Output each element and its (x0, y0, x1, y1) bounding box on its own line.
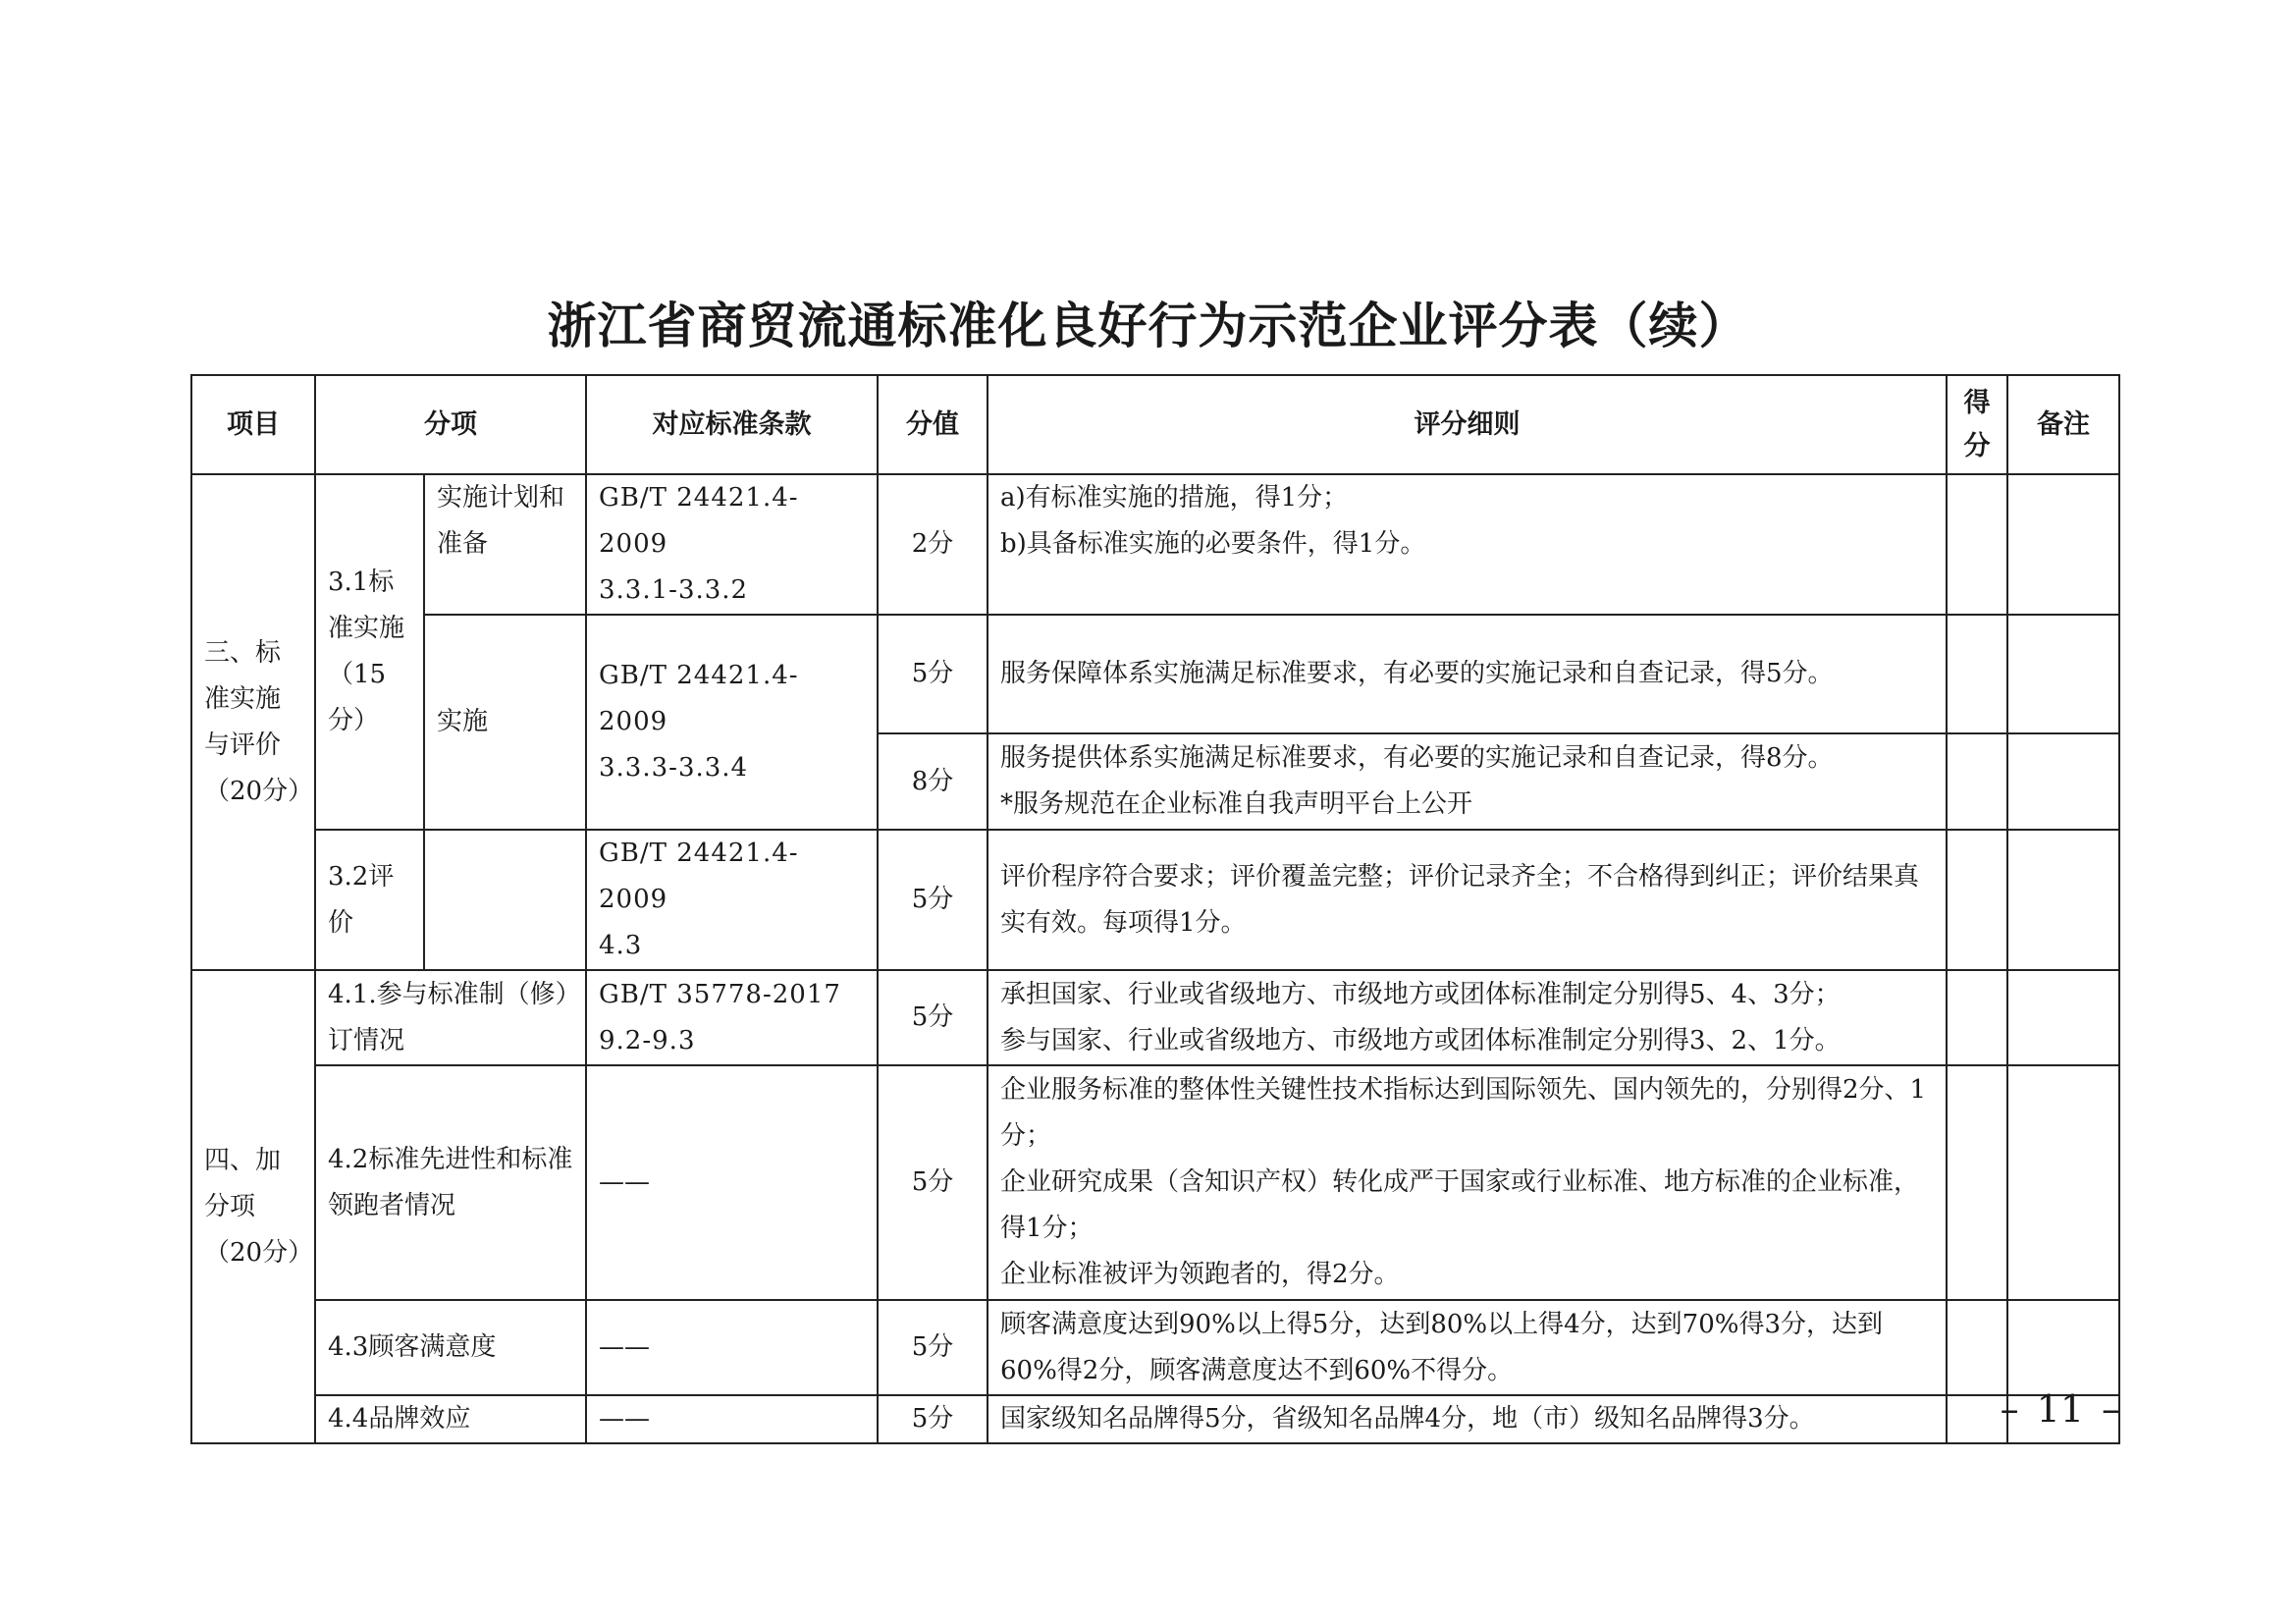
document-title: 浙江省商贸流通标准化良好行为示范企业评分表（续） (547, 297, 1749, 354)
rule-line: 企业标准被评为领跑者的，得2分。 (1000, 1260, 1400, 1289)
rule-line: 企业研究成果（含知识产权）转化成严于国家或行业标准、地方标准的企业标准，得1分； (1000, 1167, 1920, 1243)
score-cell[interactable] (1947, 830, 2007, 970)
rules-cell (988, 1065, 1947, 1300)
rules-cell (988, 733, 1947, 830)
clause-cell (586, 970, 878, 1065)
clause-line: GB/T 24421.4-2009 (599, 483, 799, 559)
table-row (191, 615, 2119, 733)
remark-cell[interactable] (2007, 615, 2119, 733)
score-cell[interactable] (1947, 1300, 2007, 1395)
section-3-label: 三、标准实施与评价（20分） (191, 474, 315, 970)
remark-cell[interactable] (2007, 1065, 2119, 1300)
points-cell: 5分 (878, 830, 988, 970)
rule-line: *服务规范在企业标准自我声明平台上公开 (1000, 789, 1473, 819)
rules-cell: 国家级知名品牌得5分，省级知名品牌4分，地（市）级知名品牌得3分。 (988, 1395, 1947, 1443)
page-number (1963, 1384, 2120, 1434)
rule-line: 企业服务标准的整体性关键性技术指标达到国际领先、国内领先的，分别得2分、1分； (1000, 1075, 1927, 1151)
sub-item-3-1-label: 3.1标准实施（15分） (315, 474, 424, 830)
clause-line: GB/T 24421.4-2009 (599, 661, 799, 736)
header-rules: 评分细则 (988, 375, 1947, 474)
points-cell: 5分 (878, 1065, 988, 1300)
clause-line: GB/T 35778-2017 (599, 979, 841, 1009)
rules-cell: 评价程序符合要求；评价覆盖完整；评价记录齐全；不合格得到纠正；评价结果真实有效。每项得1分。 (988, 830, 1947, 970)
table-row (191, 474, 2119, 615)
clause-cell (586, 474, 878, 615)
rule-line: 承担国家、行业或省级地方、市级地方或团体标准制定分别得5、4、3分； (1000, 979, 1841, 1009)
clause-cell (586, 830, 878, 970)
header-standard-clause: 对应标准条款 (586, 375, 878, 474)
table-row (191, 1395, 2119, 1443)
clause-cell (586, 615, 878, 830)
clause-line: 9.2-9.3 (599, 1025, 696, 1056)
sub-item-4-2-label: 4.2标准先进性和标准领跑者情况 (315, 1065, 586, 1300)
clause-line: 3.3.3-3.3.4 (599, 753, 749, 783)
header-score: 得分 (1947, 375, 2007, 474)
clause-cell: —— (586, 1065, 878, 1300)
sub-item-4-1-label: 4.1.参与标准制（修）订情况 (315, 970, 586, 1065)
sub-item-4-4-label: 4.4品牌效应 (315, 1395, 586, 1443)
page-number-value: 11 (2036, 1387, 2084, 1431)
points-cell: 8分 (878, 733, 988, 830)
remark-cell[interactable] (2007, 970, 2119, 1065)
score-cell[interactable] (1947, 970, 2007, 1065)
clause-cell: —— (586, 1395, 878, 1443)
empty-cell (424, 830, 586, 970)
clause-line: GB/T 24421.4-2009 (599, 839, 799, 914)
header-remark: 备注 (2007, 375, 2119, 474)
clause-line: 3.3.1-3.3.2 (599, 575, 749, 605)
header-row (191, 375, 2119, 474)
header-item: 项目 (191, 375, 315, 474)
points-cell: 5分 (878, 1395, 988, 1443)
page-dash: – (2102, 1387, 2120, 1431)
remark-cell[interactable] (2007, 733, 2119, 830)
score-cell[interactable] (1947, 733, 2007, 830)
page-dash: – (2000, 1387, 2019, 1431)
points-cell: 2分 (878, 474, 988, 615)
table-row (191, 1065, 2119, 1300)
rule-line: b)具备标准实施的必要条件，得1分。 (1000, 529, 1426, 559)
remark-cell[interactable] (2007, 474, 2119, 615)
rules-cell (988, 474, 1947, 615)
table-row (191, 1300, 2119, 1395)
remark-cell[interactable] (2007, 830, 2119, 970)
sub-item-plan-name: 实施计划和准备 (424, 474, 586, 615)
rule-line: 参与国家、行业或省级地方、市级地方或团体标准制定分别得3、2、1分。 (1000, 1025, 1841, 1056)
points-cell: 5分 (878, 615, 988, 733)
remark-cell[interactable] (2007, 1300, 2119, 1395)
sub-item-implement-name: 实施 (424, 615, 586, 830)
score-cell[interactable] (1947, 615, 2007, 733)
sub-item-3-2-label: 3.2评价 (315, 830, 424, 970)
points-cell: 5分 (878, 1300, 988, 1395)
score-cell[interactable] (1947, 474, 2007, 615)
rules-cell (988, 970, 1947, 1065)
section-4-label: 四、加分项（20分） (191, 970, 315, 1443)
rules-cell: 服务保障体系实施满足标准要求，有必要的实施记录和自查记录，得5分。 (988, 615, 1947, 733)
table-row (191, 830, 2119, 970)
scoring-table (190, 374, 2120, 1444)
clause-line: 4.3 (599, 931, 643, 960)
header-sub-item: 分项 (315, 375, 586, 474)
header-points: 分值 (878, 375, 988, 474)
rule-line: a)有标准实施的措施，得1分； (1000, 483, 1349, 513)
rule-line: 服务提供体系实施满足标准要求，有必要的实施记录和自查记录，得8分。 (1000, 743, 1834, 773)
sub-item-4-3-label: 4.3顾客满意度 (315, 1300, 586, 1395)
points-cell: 5分 (878, 970, 988, 1065)
clause-cell: —— (586, 1300, 878, 1395)
score-cell[interactable] (1947, 1065, 2007, 1300)
rules-cell: 顾客满意度达到90%以上得5分，达到80%以上得4分，达到70%得3分，达到60%得2分，顾客满意度达不到60%不得分。 (988, 1300, 1947, 1395)
table-row (191, 970, 2119, 1065)
